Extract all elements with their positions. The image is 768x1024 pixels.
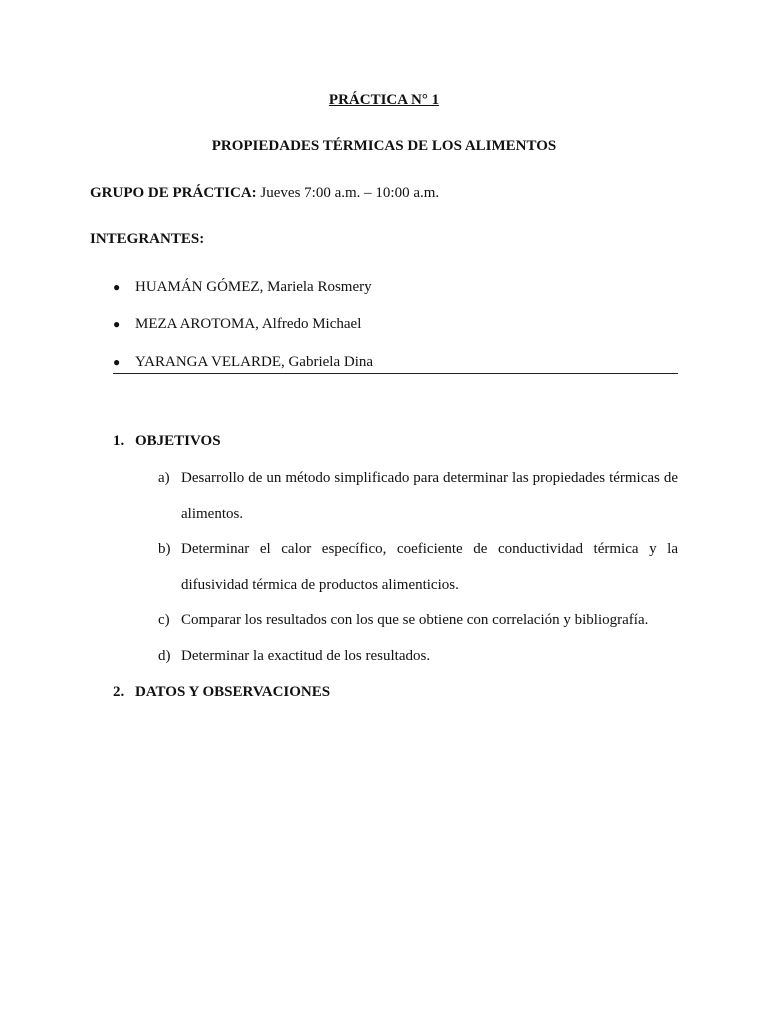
- section-heading: [113, 684, 330, 701]
- objective-text: Desarrollo de un método simplificado para determinar las propiedades térmicas de alimentos.: [181, 470, 678, 522]
- objective-label: c): [158, 612, 170, 628]
- section-heading: [113, 433, 221, 450]
- objective-label: a): [158, 470, 170, 486]
- member-name: HUAMÁN GÓMEZ, Mariela Rosmery: [135, 279, 372, 295]
- member-name: YARANGA VELARDE, Gabriela Dina: [135, 354, 374, 370]
- bullet-icon: ●: [113, 317, 121, 331]
- section-number: 2.: [113, 684, 125, 700]
- section-number: 1.: [113, 433, 125, 449]
- objective-item: [158, 460, 678, 532]
- member-item: [113, 316, 361, 333]
- objective-item: [158, 531, 678, 603]
- grupo-value: Jueves 7:00 a.m. – 10:00 a.m.: [256, 185, 440, 201]
- objective-item: [158, 602, 678, 638]
- section-title: OBJETIVOS: [135, 433, 221, 449]
- objective-text: Determinar el calor específico, coeficiente de conductividad térmica y la difusividad térmica de productos alimenticios.: [181, 541, 678, 593]
- objective-item: [158, 638, 678, 674]
- objective-label: b): [158, 541, 171, 557]
- grupo-label: GRUPO DE PRÁCTICA:: [90, 185, 257, 201]
- member-item: [113, 279, 372, 296]
- member-name: MEZA AROTOMA, Alfredo Michael: [135, 316, 362, 332]
- bullet-icon: ●: [113, 355, 121, 369]
- objective-text: Determinar la exactitud de los resultados.: [181, 648, 431, 664]
- member-item: [113, 354, 373, 371]
- integrantes-heading: INTEGRANTES:: [90, 231, 205, 247]
- section-title: DATOS Y OBSERVACIONES: [135, 684, 331, 700]
- objective-text: Comparar los resultados con los que se obtiene con correlación y bibliografía.: [181, 612, 649, 628]
- bullet-icon: ●: [113, 280, 121, 294]
- horizontal-divider: [113, 373, 678, 374]
- grupo-line: [90, 185, 439, 202]
- document-subtitle: PROPIEDADES TÉRMICAS DE LOS ALIMENTOS: [211, 138, 557, 154]
- page-title: PRÁCTICA N° 1: [328, 92, 440, 108]
- objective-label: d): [158, 648, 171, 664]
